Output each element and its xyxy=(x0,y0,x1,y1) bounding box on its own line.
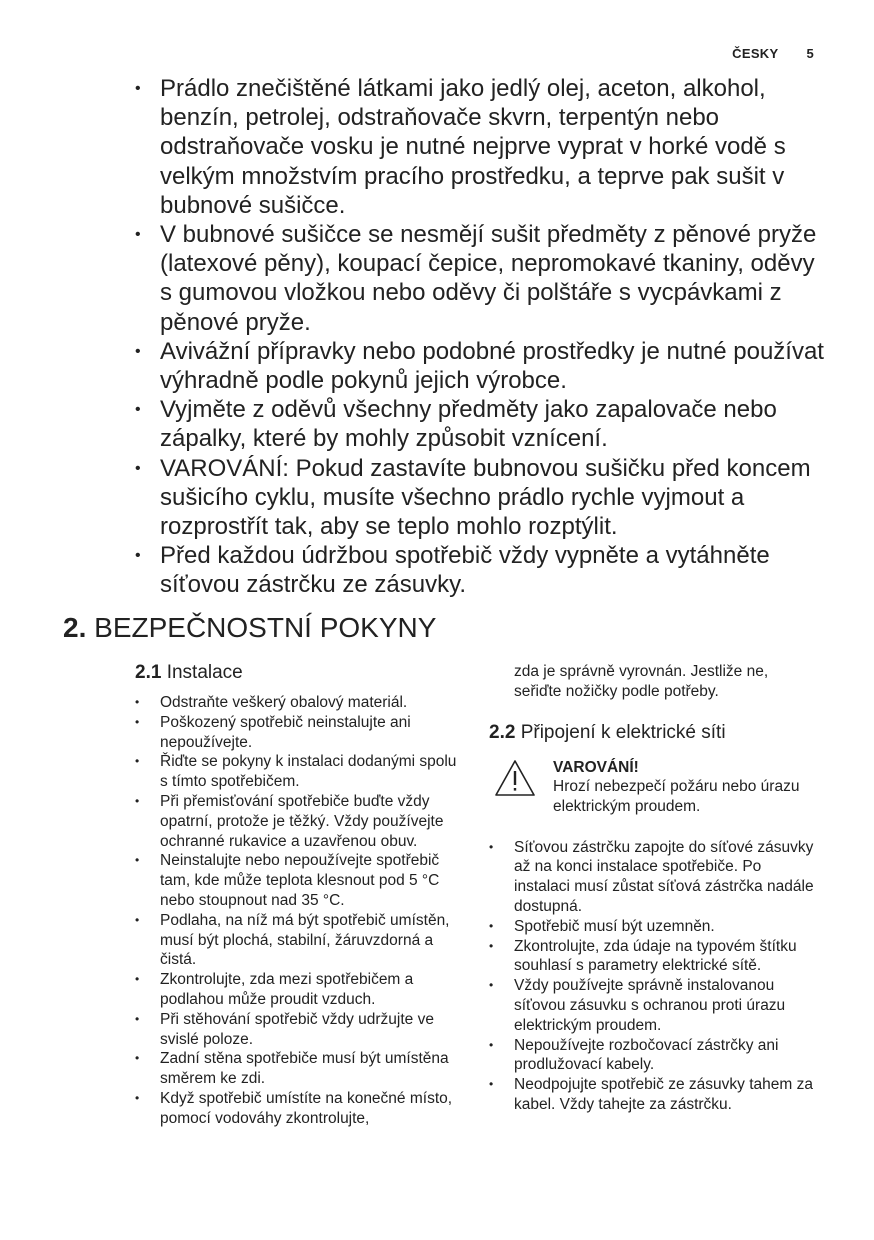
page-header xyxy=(732,46,814,61)
list-item: • VAROVÁNÍ: Pokud zastavíte bubnovou sušičku před koncem sušicího cyklu, musíte všechno prádlo rychle vyjmout a rozprostřít tak, aby se teplo mohlo rozptýlit. xyxy=(135,454,825,542)
list-item: • Vždy používejte správně instalovanou síťovou zásuvku s ochranou proti úrazu elektrickým proudem. xyxy=(489,976,814,1035)
list-item: • Avivážní přípravky nebo podobné prostředky je nutné používat výhradně podle pokynů jejich výrobce. xyxy=(135,337,825,395)
list-item: • Neodpojujte spotřebič ze zásuvky tahem za kabel. Vždy tahejte za zástrčku. xyxy=(489,1075,814,1115)
subsection-number: 2.1 xyxy=(135,662,162,683)
column-right xyxy=(489,662,814,1115)
list-item: • Poškozený spotřebič neinstalujte ani nepoužívejte. xyxy=(135,713,460,753)
warning-text: Hrozí nebezpečí požáru nebo úrazu elektrickým proudem. xyxy=(553,778,800,816)
section-number: 2. xyxy=(63,612,87,643)
warning-box xyxy=(489,758,814,818)
subsection-title-electric xyxy=(489,722,814,744)
list-item: • Při stěhování spotřebič vždy udržujte ve svislé poloze. xyxy=(135,1010,460,1050)
top-bullet-list xyxy=(135,74,825,600)
list-item: • Podlaha, na níž má být spotřebič umístěn, musí být plochá, stabilní, žáruvzdorná a čistá. xyxy=(135,911,460,970)
list-item: • Odstraňte veškerý obalový materiál. xyxy=(135,693,460,713)
header-language: ČESKY xyxy=(732,46,779,61)
subsection-title-text: Instalace xyxy=(166,662,243,683)
warning-title: VAROVÁNÍ! xyxy=(553,758,639,776)
list-item: • Síťovou zástrčku zapojte do síťové zásuvky až na konci instalace spotřebiče. Po instalaci musí zůstat síťová zástrčka nadále dostupná. xyxy=(489,838,814,917)
list-item: • Řiďte se pokyny k instalaci dodanými spolu s tímto spotřebičem. xyxy=(135,752,460,792)
subsection-number: 2.2 xyxy=(489,721,516,743)
section-title xyxy=(63,612,436,644)
list-item: • Spotřebič musí být uzemněn. xyxy=(489,917,814,937)
list-item: • Vyjměte z oděvů všechny předměty jako zapalovače nebo zápalky, které by mohly způsobit vznícení. xyxy=(135,395,825,453)
section-title-text: BEZPEČNOSTNÍ POKYNY xyxy=(94,612,437,643)
list-item: • Nepoužívejte rozbočovací zástrčky ani prodlužovací kabely. xyxy=(489,1036,814,1076)
electric-list xyxy=(489,838,814,1115)
list-item: • Neinstalujte nebo nepoužívejte spotřebič tam, kde může teplota klesnout pod 5 °C nebo stoupnout nad 35 °C. xyxy=(135,851,460,910)
page-number: 5 xyxy=(806,46,814,61)
list-item: • Zkontrolujte, zda mezi spotřebičem a podlahou může proudit vzduch. xyxy=(135,970,460,1010)
list-item: • V bubnové sušičce se nesmějí sušit předměty z pěnové pryže (latexové pěny), koupací čepice, nepromokavé tkaniny, oděvy s gumovou vložkou nebo oděvy či polštáře s vycpávkami z pěnové pryže. xyxy=(135,220,825,337)
warning-triangle-icon xyxy=(493,758,537,798)
list-item: • Zadní stěna spotřebiče musí být umístěna směrem ke zdi. xyxy=(135,1049,460,1089)
column-left xyxy=(135,662,460,1129)
list-item: • Při přemisťování spotřebiče buďte vždy opatrní, protože je těžký. Vždy používejte ochranné rukavice a uzavřenou obuv. xyxy=(135,792,460,851)
list-item: • Když spotřebič umístíte na konečné místo, pomocí vodováhy zkontrolujte, xyxy=(135,1089,460,1129)
list-item: • Zkontrolujte, zda údaje na typovém štítku souhlasí s parametry elektrické sítě. xyxy=(489,937,814,977)
installation-continuation: zda je správně vyrovnán. Jestliže ne, seřiďte nožičky podle potřeby. xyxy=(514,663,769,700)
subsection-title-installation xyxy=(135,662,460,684)
installation-list xyxy=(135,693,460,1129)
list-item: • Před každou údržbou spotřebič vždy vypněte a vytáhněte síťovou zástrčku ze zásuvky. xyxy=(135,541,825,599)
subsection-title-text: Připojení k elektrické síti xyxy=(520,721,726,743)
list-item: • Prádlo znečištěné látkami jako jedlý olej, aceton, alkohol, benzín, petrolej, odstraňovače skvrn, terpentýn nebo odstraňovače vosku je nutné nejprve vyprat v horké vodě s velkým množstvím pracího prostředku, a teprve pak sušit v bubnové sušičce. xyxy=(135,74,825,220)
